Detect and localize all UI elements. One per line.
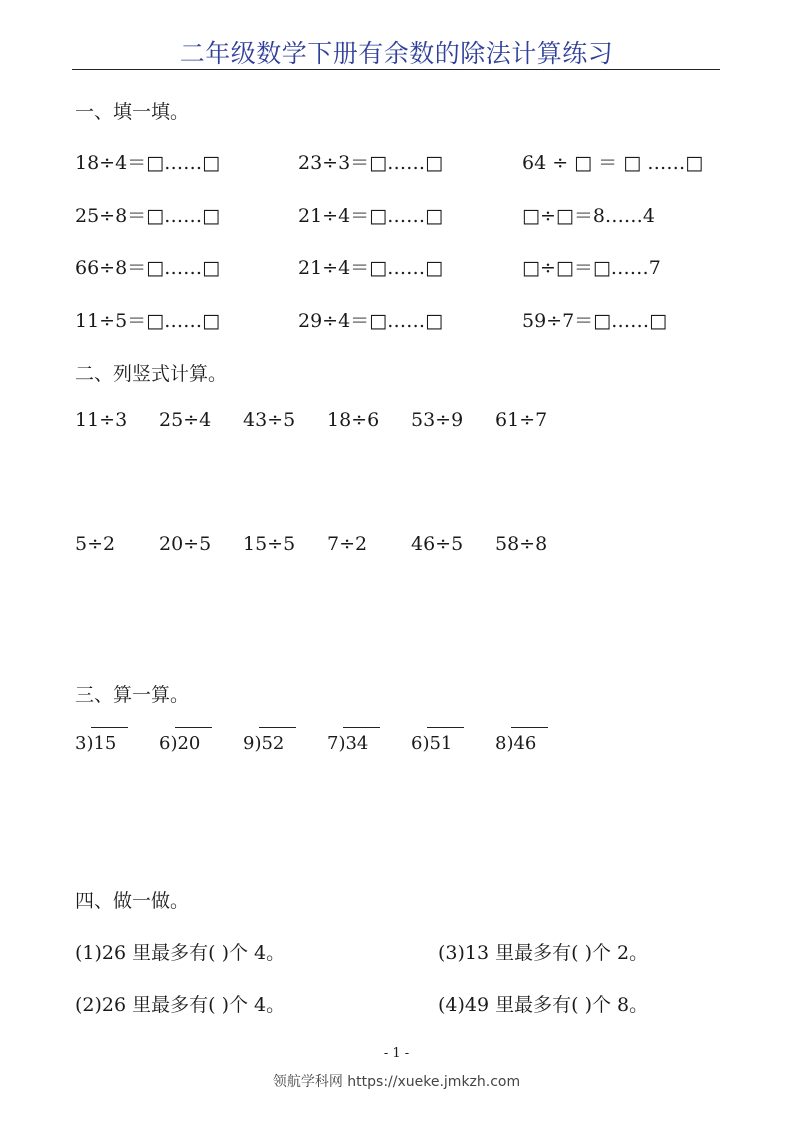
vertical-problem: 46÷5 xyxy=(411,533,464,555)
fill-blank-item: 18÷4＝□……□ xyxy=(75,152,221,174)
dividend: 15 xyxy=(93,733,128,754)
fill-blank-item: 59÷7＝□……□ xyxy=(522,310,668,332)
vertical-problem: 61÷7 xyxy=(495,409,548,431)
vertical-problem: 58÷8 xyxy=(495,533,548,555)
fill-blank-item: 64 ÷ □ ＝ □ ……□ xyxy=(522,152,704,174)
fill-blank-item: □÷□＝8……4 xyxy=(522,205,656,227)
divisor: 8) xyxy=(495,733,514,754)
dividend: 51 xyxy=(429,733,464,754)
long-division-problem xyxy=(159,733,212,754)
divisor: 6) xyxy=(411,733,430,754)
long-division-problem xyxy=(75,733,128,754)
fill-blank-item: □÷□＝□……7 xyxy=(522,257,661,279)
divisor: 6) xyxy=(159,733,178,754)
divisor: 9) xyxy=(243,733,262,754)
page-title: 二年级数学下册有余数的除法计算练习 xyxy=(179,39,614,68)
dividend: 20 xyxy=(177,733,212,754)
section-heading-calc: 三、算一算。 xyxy=(75,684,190,706)
vertical-problem: 7÷2 xyxy=(327,533,368,555)
fill-blank-item: 29÷4＝□……□ xyxy=(298,310,444,332)
word-question: (4)49 里最多有( )个 8。 xyxy=(438,994,649,1016)
section-heading-do: 四、做一做。 xyxy=(75,890,190,912)
fill-blank-item: 25÷8＝□……□ xyxy=(75,205,221,227)
vertical-problem: 5÷2 xyxy=(75,533,116,555)
divisor: 7) xyxy=(327,733,346,754)
fill-blank-item: 21÷4＝□……□ xyxy=(298,205,444,227)
fill-blank-item: 21÷4＝□……□ xyxy=(298,257,444,279)
word-question: (3)13 里最多有( )个 2。 xyxy=(438,942,649,964)
dividend: 52 xyxy=(261,733,296,754)
page-number: - 1 - xyxy=(383,1046,410,1061)
long-division-problem xyxy=(495,733,548,754)
section-heading-vertical: 二、列竖式计算。 xyxy=(75,363,228,385)
long-division-problem xyxy=(411,733,464,754)
dividend: 46 xyxy=(513,733,548,754)
fill-blank-item: 11÷5＝□……□ xyxy=(75,310,221,332)
fill-blank-item: 23÷3＝□……□ xyxy=(298,152,444,174)
word-question: (2)26 里最多有( )个 4。 xyxy=(75,994,286,1016)
long-division-problem xyxy=(327,733,380,754)
vertical-problem: 11÷3 xyxy=(75,409,128,431)
vertical-problem: 43÷5 xyxy=(243,409,296,431)
vertical-problem: 18÷6 xyxy=(327,409,380,431)
word-question: (1)26 里最多有( )个 4。 xyxy=(75,942,286,964)
vertical-problem: 20÷5 xyxy=(159,533,212,555)
footer-source: 领航学科网 https://xueke.jmkzh.com xyxy=(272,1074,521,1090)
fill-blank-item: 66÷8＝□……□ xyxy=(75,257,221,279)
title-underline xyxy=(72,69,720,70)
dividend: 34 xyxy=(345,733,380,754)
divisor: 3) xyxy=(75,733,94,754)
vertical-problem: 25÷4 xyxy=(159,409,212,431)
vertical-problem: 53÷9 xyxy=(411,409,464,431)
section-heading-fill: 一、填一填。 xyxy=(75,101,190,123)
long-division-problem xyxy=(243,733,296,754)
vertical-problem: 15÷5 xyxy=(243,533,296,555)
